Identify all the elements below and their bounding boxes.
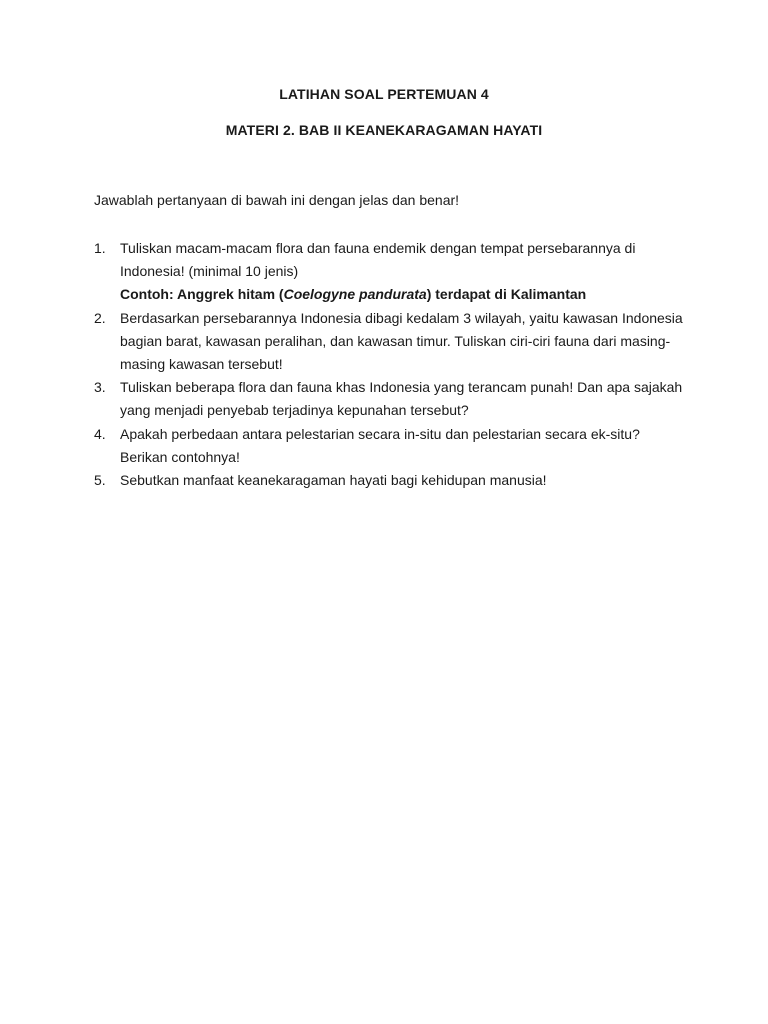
question-text: Apakah perbedaan antara pelestarian secara in-situ dan pelestarian secara ek-situ? Berikan contohnya!: [120, 425, 640, 465]
question-text: Tuliskan macam-macam flora dan fauna endemik dengan tempat persebarannya di Indonesia! (minimal 10 jenis): [120, 240, 636, 280]
example-prefix: Contoh: Anggrek hitam (: [120, 286, 284, 303]
instruction-text: Jawablah pertanyaan di bawah ini dengan jelas dan benar!: [94, 192, 460, 208]
question-text: Berdasarkan persebarannya Indonesia dibagi kedalam 3 wilayah, yaitu kawasan Indonesia bagian barat, kawasan peralihan, dan kawasan timur. Tuliskan ciri-ciri fauna dari masing-masing kawasan tersebut!: [120, 309, 683, 373]
question-item: [94, 307, 684, 377]
document-title: LATIHAN SOAL PERTEMUAN 4: [279, 86, 489, 102]
question-list: [94, 237, 684, 492]
question-item: [94, 423, 684, 469]
question-item: [94, 237, 684, 307]
question-example: [120, 283, 684, 306]
document-subtitle: MATERI 2. BAB II KEANEKARAGAMAN HAYATI: [225, 122, 543, 138]
example-species-name: Coelogyne pandurata: [283, 286, 427, 303]
question-text: Sebutkan manfaat keanekaragaman hayati bagi kehidupan manusia!: [120, 472, 547, 489]
question-text: Tuliskan beberapa flora dan fauna khas Indonesia yang terancam punah! Dan apa sajakah yang menjadi penyebab terjadinya kepunahan tersebut?: [120, 379, 683, 419]
question-number: 3.: [94, 379, 106, 396]
question-number: 1.: [94, 240, 106, 256]
question-number: 4.: [94, 425, 106, 442]
question-number: 2.: [94, 309, 106, 326]
question-number: 5.: [94, 472, 106, 489]
example-suffix: ) terdapat di Kalimantan: [426, 286, 587, 303]
question-item: [94, 469, 684, 492]
question-item: [94, 376, 684, 422]
